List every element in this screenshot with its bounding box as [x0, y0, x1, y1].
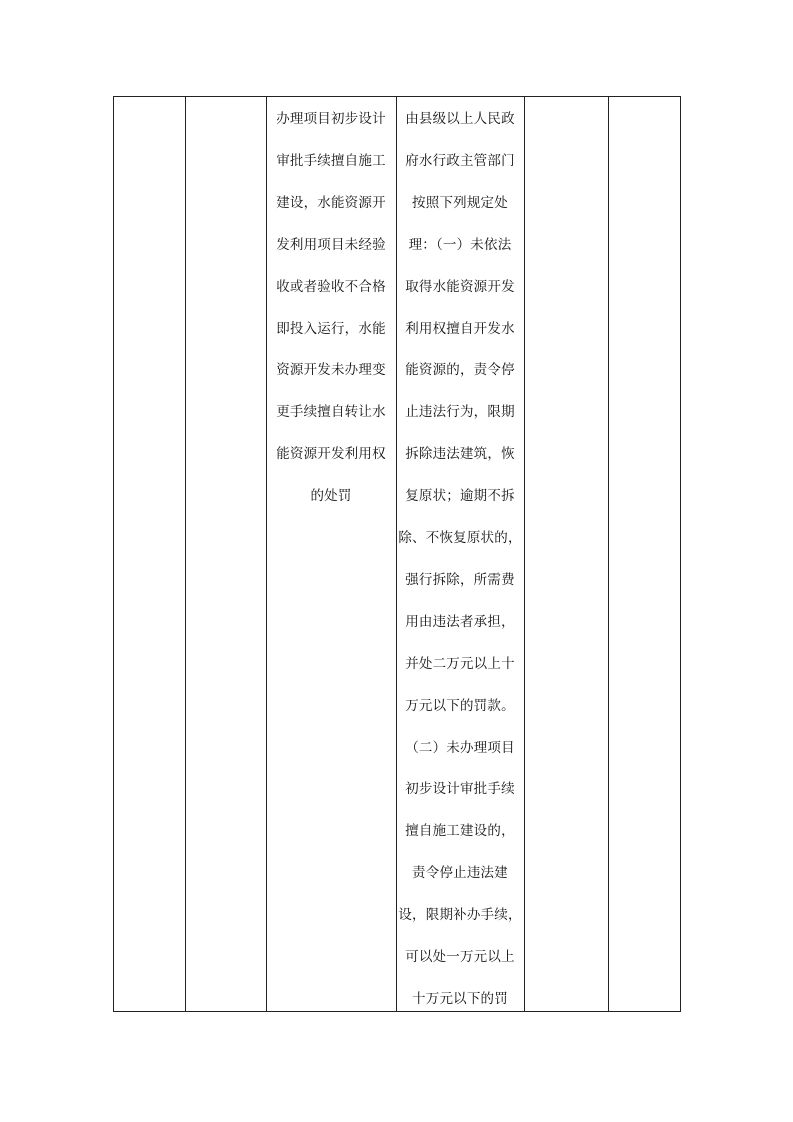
text-line: 用由违法者承担，	[405, 613, 515, 630]
table-cell-col1	[114, 97, 185, 1011]
table-cell-col5	[524, 97, 608, 1011]
text-line: 能资源开发利用权	[276, 446, 386, 463]
text-line: 并处二万元以上十	[405, 655, 515, 672]
regulation-table	[113, 96, 681, 1012]
text-line: 复原状；逾期不拆	[405, 488, 515, 505]
table-cell-violation	[266, 97, 396, 1011]
text-line: 府水行政主管部门	[405, 152, 515, 169]
text-line: 擅自施工建设的，	[405, 823, 515, 840]
text-line: 办理项目初步设计	[276, 111, 386, 127]
text-line: 初步设计审批手续	[405, 781, 515, 798]
text-line: 理：（一）未依法	[408, 236, 512, 253]
text-line: 除、不恢复原状的，	[398, 530, 522, 546]
text-line: 由县级以上人民政	[405, 111, 515, 127]
text-line: 的处罚	[310, 488, 352, 505]
text-line: 发利用项目未经验	[276, 236, 386, 253]
text-line: 建设，水能资源开	[276, 194, 386, 211]
table-cell-col6	[608, 97, 682, 1011]
text-line: 强行拆除，所需费	[405, 571, 515, 588]
text-line: 利用权擅自开发水	[405, 320, 515, 337]
text-line: 取得水能资源开发	[405, 278, 515, 295]
text-line: （二）未办理项目	[405, 739, 515, 756]
text-line: 收或者验收不合格	[276, 278, 386, 295]
text-line: 可以处一万元以上	[405, 949, 515, 965]
text-line: 按照下列规定处	[412, 194, 508, 211]
text-line: 设，限期补办手续，	[398, 907, 522, 924]
text-line: 拆除违法建筑，恢	[405, 446, 515, 463]
text-line: 万元以下的罚款。	[405, 697, 515, 714]
table-cell-col2	[185, 97, 266, 1011]
text-line: 即投入运行，水能	[276, 320, 386, 337]
text-line: 十万元以下的罚	[412, 990, 508, 1007]
text-line: 责令停止违法建	[412, 865, 508, 882]
text-line: 更手续擅自转让水	[276, 404, 386, 421]
table-cell-penalty	[396, 97, 524, 1011]
text-line: 止违法行为，限期	[405, 404, 515, 421]
text-line: 审批手续擅自施工	[276, 152, 386, 169]
text-line: 资源开发未办理变	[276, 362, 386, 379]
text-line: 能资源的，责令停	[405, 362, 515, 379]
